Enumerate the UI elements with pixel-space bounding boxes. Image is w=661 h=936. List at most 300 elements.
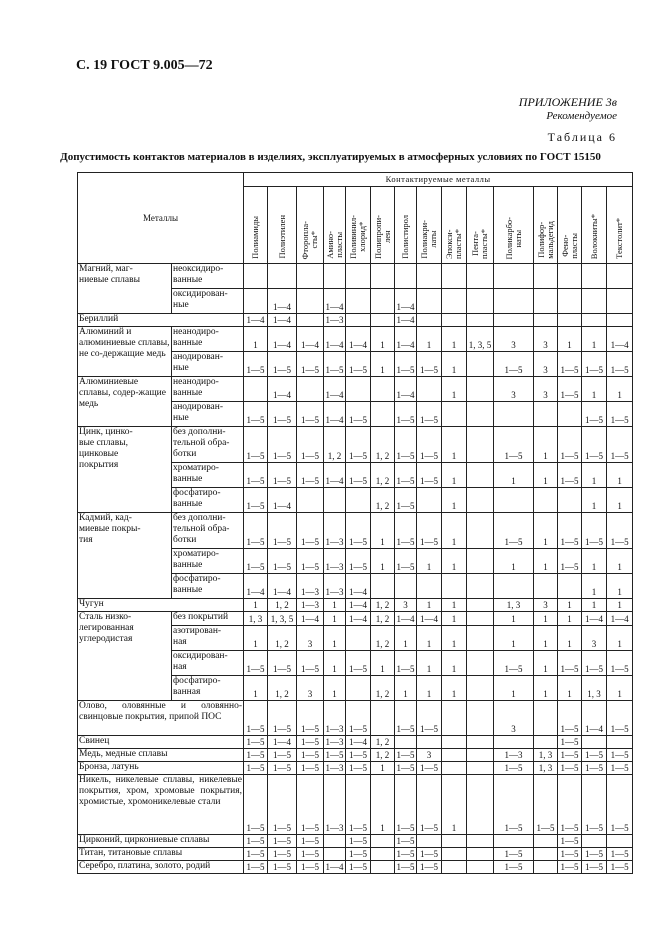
compat-cell xyxy=(346,676,371,701)
compat-cell: 3 xyxy=(534,599,558,612)
compat-cell xyxy=(417,264,442,289)
compat-cell: 1—5 xyxy=(244,488,268,513)
metal-name: Бериллий xyxy=(78,314,244,327)
compat-cell xyxy=(467,264,494,289)
compat-cell: 1 xyxy=(442,599,467,612)
compat-cell: 1 xyxy=(534,651,558,676)
compat-cell: 1—4 xyxy=(268,377,297,402)
compat-cell: 1 xyxy=(442,327,467,352)
compat-cell: 1—4 xyxy=(268,289,297,314)
compat-cell xyxy=(297,488,324,513)
appendix-subtitle: Рекомендуемое xyxy=(546,110,617,122)
compat-cell: 1—5 xyxy=(268,463,297,488)
compat-cell: 1—5 xyxy=(244,463,268,488)
compat-cell: 1—5 xyxy=(417,402,442,427)
compat-cell xyxy=(558,402,582,427)
compat-cell: 1—5 xyxy=(297,775,324,835)
compat-cell: 1 xyxy=(371,762,395,775)
compat-cell xyxy=(534,835,558,848)
compat-cell: 3 xyxy=(297,676,324,701)
compat-cell: 1—4 xyxy=(607,612,633,626)
compat-cell: 3 xyxy=(395,599,417,612)
compat-cell: 1—5 xyxy=(558,549,582,574)
compat-cell: 1—5 xyxy=(297,701,324,736)
compat-cell xyxy=(442,848,467,861)
compat-cell: 1 xyxy=(607,377,633,402)
compat-cell: 1 xyxy=(244,676,268,701)
compat-cell: 1—5 xyxy=(297,352,324,377)
compat-cell: 1—5 xyxy=(244,651,268,676)
compat-cell: 1—5 xyxy=(325,750,344,760)
compat-cell: 1, 2 xyxy=(268,676,297,701)
compat-cell xyxy=(534,701,558,736)
compat-cell: 1 xyxy=(494,612,534,626)
compat-cell: 1—5 xyxy=(346,549,371,574)
compat-cell: 1—5 xyxy=(297,402,324,427)
compat-cell xyxy=(467,574,494,599)
compat-cell: 1—5 xyxy=(268,402,297,427)
compat-cell xyxy=(534,402,558,427)
compat-cell xyxy=(417,377,442,402)
metal-treatment: хроматиро- ванные xyxy=(172,463,244,488)
compat-cell: 1—5 xyxy=(297,835,324,848)
compat-cell: 1—5 xyxy=(268,427,297,463)
compat-cell xyxy=(371,314,395,327)
compat-cell: 3 xyxy=(534,327,558,352)
compat-cell: 1—4 xyxy=(346,574,371,599)
compat-cell: 1—5 xyxy=(395,513,417,549)
compat-cell: 1—5 xyxy=(244,427,268,463)
column-header-label: Полиакри- латы xyxy=(419,220,438,259)
compat-cell xyxy=(442,762,467,775)
metal-treatment: оксидирован- ная xyxy=(172,651,244,676)
compat-cell: 1—5 xyxy=(582,861,607,874)
compat-cell: 1—5 xyxy=(417,861,442,874)
compat-cell: 1 xyxy=(324,651,346,676)
compat-cell xyxy=(467,289,494,314)
compat-cell xyxy=(371,848,395,861)
compat-cell: 1 xyxy=(607,626,633,651)
compat-cell: 1 xyxy=(244,626,268,651)
compat-cell: 1—5 xyxy=(607,848,633,861)
compat-cell: 1—4 xyxy=(346,599,371,612)
compat-cell xyxy=(582,264,607,289)
compat-cell: 1—5 xyxy=(494,427,534,463)
compat-cell: 1—5 xyxy=(244,848,268,861)
compat-cell: 1—5 xyxy=(244,701,268,736)
compat-cell: 1—5 xyxy=(558,775,582,835)
compat-cell: 1—4 xyxy=(346,736,371,749)
compat-cell: 1, 2 xyxy=(268,599,297,612)
compat-cell: 1 xyxy=(534,549,558,574)
compat-cell: 3 xyxy=(534,377,558,402)
compat-cell: 1, 2 xyxy=(371,427,395,463)
metal-treatment: анодирован- ные xyxy=(172,402,244,427)
compat-cell xyxy=(534,848,558,861)
compat-cell: 1—5 xyxy=(268,848,297,861)
column-header xyxy=(582,187,607,264)
column-header xyxy=(607,187,633,264)
table-row xyxy=(78,599,633,612)
compat-cell: 1—4 xyxy=(395,289,417,314)
compat-cell: 1—4 xyxy=(582,612,607,626)
compat-cell xyxy=(494,264,534,289)
compat-cell: 1—5 xyxy=(396,836,415,846)
compat-cell: 1—5 xyxy=(395,775,417,835)
compat-cell: 1 xyxy=(395,676,417,701)
compat-cell: 1—5 xyxy=(268,701,297,736)
column-header-label: Фено- пласты xyxy=(559,233,579,259)
compat-cell: 1—4 xyxy=(346,327,371,352)
compat-cell: 1—5 xyxy=(417,775,442,835)
compat-cell: 1, 3 xyxy=(534,762,558,775)
contact-header: Контактируемые металлы xyxy=(244,173,633,187)
compat-cell xyxy=(244,377,268,402)
metal-name: Бронза, латунь xyxy=(78,762,244,775)
compat-cell xyxy=(417,314,442,327)
table-head xyxy=(78,173,633,264)
compat-cell: 1—5 xyxy=(395,402,417,427)
compat-cell: 1, 3 xyxy=(494,599,534,612)
compat-cell xyxy=(467,775,494,835)
compat-cell: 1 xyxy=(558,327,582,352)
metal-treatment: неанодиро- ванные xyxy=(172,327,244,352)
compat-cell: 1 xyxy=(371,549,395,574)
compat-cell: 1—4 xyxy=(582,701,607,736)
compat-cell: 1—5 xyxy=(417,352,442,377)
compat-cell xyxy=(442,574,467,599)
compat-cell xyxy=(395,264,417,289)
compat-cell: 1 xyxy=(494,676,534,701)
compat-cell xyxy=(534,264,558,289)
column-header xyxy=(442,187,467,264)
compat-cell: 1—4 xyxy=(395,612,417,626)
compat-cell xyxy=(607,289,633,314)
column-header xyxy=(371,187,395,264)
compat-cell xyxy=(324,848,346,861)
compat-cell: 1—5 xyxy=(582,848,607,861)
column-header xyxy=(268,187,297,264)
compat-cell xyxy=(558,488,582,513)
compat-cell: 1—5 xyxy=(346,402,371,427)
compat-cell: 3 xyxy=(494,701,534,736)
compat-cell: 1—5 xyxy=(297,762,324,775)
compat-cell xyxy=(558,314,582,327)
table-row xyxy=(78,861,633,874)
compat-cell: 1—5 xyxy=(558,651,582,676)
compat-cell: 1—5 xyxy=(395,651,417,676)
compat-cell: 1—4 xyxy=(297,612,324,626)
compat-cell: 1—5 xyxy=(558,377,582,402)
compat-cell xyxy=(417,574,442,599)
compat-cell: 1—5 xyxy=(244,835,268,848)
compat-cell: 1, 2 xyxy=(371,612,395,626)
compat-cell: 1—4 xyxy=(324,463,346,488)
compat-cell: 1 xyxy=(371,352,395,377)
compat-cell: 1 xyxy=(534,676,558,701)
compat-cell: 1 xyxy=(417,651,442,676)
compat-cell: 1—5 xyxy=(558,352,582,377)
compat-cell: 1 xyxy=(442,651,467,676)
compat-cell: 1—5 xyxy=(244,549,268,574)
compat-cell: 1—5 xyxy=(582,427,607,463)
compat-cell xyxy=(467,513,494,549)
column-header xyxy=(558,187,582,264)
compat-cell: 1, 3 xyxy=(582,676,607,701)
compat-cell: 1—4 xyxy=(297,327,324,352)
column-header-label: Полистирол xyxy=(400,215,410,259)
compat-cell xyxy=(442,314,467,327)
compat-cell: 1—5 xyxy=(396,763,415,773)
compat-cell: 1—5 xyxy=(582,651,607,676)
compat-cell xyxy=(346,488,371,513)
metal-name: Алюминиевые сплавы, содер-жащие медь xyxy=(78,377,172,427)
compat-cell: 1—5 xyxy=(607,352,633,377)
compat-cell: 1 xyxy=(558,626,582,651)
compat-cell xyxy=(467,861,494,874)
table-row xyxy=(78,775,633,835)
compat-cell: 1 xyxy=(417,626,442,651)
compat-cell: 1 xyxy=(494,549,534,574)
column-header xyxy=(324,187,346,264)
compat-cell xyxy=(534,574,558,599)
compat-cell: 1 xyxy=(442,463,467,488)
compat-cell xyxy=(346,264,371,289)
compat-cell: 1—5 xyxy=(395,549,417,574)
compat-cell xyxy=(467,599,494,612)
compat-cell: 1—5 xyxy=(346,427,371,463)
compat-cell: 1—5 xyxy=(558,736,582,749)
compat-cell: 1, 2 xyxy=(371,488,395,513)
compat-cell: 1 xyxy=(244,327,268,352)
compat-cell: 1 xyxy=(582,377,607,402)
compat-cell: 1—5 xyxy=(558,513,582,549)
compat-cell xyxy=(582,289,607,314)
compat-cell: 1 xyxy=(417,676,442,701)
compat-cell xyxy=(558,264,582,289)
compat-cell: 1—5 xyxy=(268,775,297,835)
compat-cell: 1 xyxy=(324,612,346,626)
compat-cell xyxy=(467,463,494,488)
compat-cell: 3 xyxy=(494,327,534,352)
compat-cell: 1, 3, 5 xyxy=(467,327,494,352)
compat-cell: 1 xyxy=(442,427,467,463)
compat-cell: 1 xyxy=(582,488,607,513)
compat-cell: 1—5 xyxy=(268,651,297,676)
compat-cell: 1 xyxy=(442,549,467,574)
compat-cell: 1—5 xyxy=(607,749,633,762)
compat-cell: 1—5 xyxy=(417,762,442,775)
compat-cell: 1—5 xyxy=(244,736,268,749)
compat-cell: 1 xyxy=(442,676,467,701)
metal-treatment: без покрытий xyxy=(172,612,244,626)
compat-cell: 1—5 xyxy=(417,463,442,488)
compat-cell xyxy=(607,314,633,327)
column-header xyxy=(417,187,442,264)
compat-cell: 1—5 xyxy=(582,402,607,427)
compat-cell: 1, 2 xyxy=(371,749,395,762)
compat-cell xyxy=(558,289,582,314)
compat-cell: 1 xyxy=(417,327,442,352)
compat-cell: 1, 2 xyxy=(371,676,395,701)
compat-cell: 1 xyxy=(494,463,534,488)
compat-cell: 1—3 xyxy=(325,763,344,773)
compat-cell xyxy=(582,835,607,848)
compat-cell: 1—5 xyxy=(297,848,324,861)
metals-header: Металлы xyxy=(78,173,244,264)
compat-cell: 1 xyxy=(371,651,395,676)
compat-cell: 1—5 xyxy=(417,427,442,463)
compat-cell: 1 xyxy=(582,549,607,574)
compat-cell: 1—5 xyxy=(582,762,607,775)
compat-cell: 1 xyxy=(582,327,607,352)
page-header: С. 19 ГОСТ 9.005—72 xyxy=(76,58,213,73)
table-row xyxy=(78,762,633,775)
compat-cell xyxy=(324,835,346,848)
compat-cell: 1—5 xyxy=(607,651,633,676)
compat-cell: 1—3 xyxy=(325,315,344,325)
compat-cell: 1—5 xyxy=(244,749,268,762)
compat-cell: 1 xyxy=(494,626,534,651)
compat-cell xyxy=(395,736,417,749)
compat-cell: 1—5 xyxy=(607,701,633,736)
compat-cell: 1, 2 xyxy=(371,736,395,749)
compat-cell xyxy=(467,612,494,626)
compat-cell: 1—5 xyxy=(558,835,582,848)
compat-cell: 1 xyxy=(442,377,467,402)
compat-cell xyxy=(346,377,371,402)
table-title: Допустимость контактов материалов в изделиях, эксплуатируемых в атмосферных условиях по ГОСТ 15150 xyxy=(60,151,601,163)
compat-cell: 1—4 xyxy=(268,488,297,513)
compat-cell xyxy=(467,402,494,427)
compat-cell: 1—5 xyxy=(268,352,297,377)
compat-cell: 1—5 xyxy=(607,513,633,549)
compat-cell: 1 xyxy=(534,463,558,488)
metal-treatment: без дополни- тельной обра- ботки xyxy=(172,427,244,463)
metal-name: Цирконий, циркониевые сплавы xyxy=(78,835,244,848)
compat-cell: 1—3 xyxy=(494,749,534,762)
compat-cell xyxy=(371,835,395,848)
compat-cell: 1 xyxy=(558,599,582,612)
compat-cell: 1 xyxy=(417,549,442,574)
compat-cell: 1—5 xyxy=(582,775,607,835)
metal-name: Медь, медные сплавы xyxy=(78,749,244,762)
compat-cell xyxy=(324,488,346,513)
compat-cell: 1—5 xyxy=(582,749,607,762)
compat-cell: 1—3 xyxy=(297,599,324,612)
compat-cell xyxy=(467,848,494,861)
column-header-label: Полипропи- лен xyxy=(372,214,392,259)
compat-cell xyxy=(346,314,371,327)
compat-cell xyxy=(244,289,268,314)
compatibility-table xyxy=(77,172,633,874)
compat-cell: 1—5 xyxy=(297,549,324,574)
compat-cell: 1 xyxy=(558,612,582,626)
compat-cell: 1 xyxy=(442,488,467,513)
compat-cell xyxy=(534,736,558,749)
column-header-label: Волокниты* xyxy=(588,213,599,259)
compat-cell: 1—5 xyxy=(395,427,417,463)
compat-cell xyxy=(467,736,494,749)
compat-cell: 1—5 xyxy=(534,775,558,835)
compat-cell: 1—3 xyxy=(324,549,346,574)
column-header xyxy=(494,187,534,264)
compat-cell: 1—5 xyxy=(244,861,268,874)
compat-cell xyxy=(268,264,297,289)
compat-cell xyxy=(558,574,582,599)
table-row xyxy=(78,701,633,736)
compat-cell xyxy=(534,488,558,513)
compat-cell: 1—5 xyxy=(395,488,417,513)
compat-cell: 1—5 xyxy=(494,848,534,861)
compat-cell: 1—5 xyxy=(607,402,633,427)
compat-cell: 1—5 xyxy=(558,701,582,736)
compat-cell: 1—5 xyxy=(494,352,534,377)
compat-cell: 3 xyxy=(297,626,324,651)
compat-cell: 1—5 xyxy=(558,749,582,762)
compat-cell xyxy=(297,264,324,289)
column-header xyxy=(534,187,558,264)
compat-cell xyxy=(582,736,607,749)
compat-cell xyxy=(297,377,324,402)
compat-cell xyxy=(244,264,268,289)
compat-cell: 1—4 xyxy=(607,327,633,352)
table-number: Таблица 6 xyxy=(547,130,617,144)
compat-cell: 1 xyxy=(607,488,633,513)
compat-cell: 1—4 xyxy=(417,612,442,626)
table-row xyxy=(78,513,633,549)
compat-cell: 1—5 xyxy=(395,701,417,736)
compat-cell xyxy=(467,762,494,775)
column-header-label: Поликарбо- наты xyxy=(503,216,523,259)
compat-cell: 1 xyxy=(607,549,633,574)
compat-cell xyxy=(467,352,494,377)
compat-cell xyxy=(467,427,494,463)
compat-cell: 1—5 xyxy=(346,762,371,775)
compat-cell: 3 xyxy=(494,377,534,402)
compat-cell xyxy=(417,289,442,314)
compat-cell: 1—3 xyxy=(325,737,344,747)
compat-cell xyxy=(534,861,558,874)
compat-cell: 1 xyxy=(324,676,346,701)
column-header-label: Текстолит* xyxy=(614,218,625,259)
compat-cell xyxy=(534,289,558,314)
compat-cell: 1—4 xyxy=(244,314,268,327)
compat-cell xyxy=(494,835,534,848)
table-row xyxy=(78,736,633,749)
compat-cell: 1—4 xyxy=(324,377,346,402)
compat-cell xyxy=(442,835,467,848)
compat-cell: 1—5 xyxy=(417,701,442,736)
compat-cell: 1—5 xyxy=(558,861,582,874)
metal-name: Титан, титановые сплавы xyxy=(78,848,244,861)
compat-cell: 1—5 xyxy=(297,861,324,874)
metal-treatment: неанодиро- ванные xyxy=(172,377,244,402)
table-row xyxy=(78,749,633,762)
compat-cell xyxy=(371,861,395,874)
compat-cell: 1 xyxy=(395,626,417,651)
column-header-label: Поливинил- хлорид* xyxy=(348,215,367,259)
column-header xyxy=(395,187,417,264)
compat-cell: 1—5 xyxy=(297,513,324,549)
compat-cell xyxy=(494,289,534,314)
compat-cell: 1—4 xyxy=(324,327,346,352)
compat-cell: 3 xyxy=(417,749,442,762)
compat-cell xyxy=(607,264,633,289)
compat-cell: 1—5 xyxy=(346,463,371,488)
column-header xyxy=(297,187,324,264)
compat-cell: 1—5 xyxy=(558,427,582,463)
